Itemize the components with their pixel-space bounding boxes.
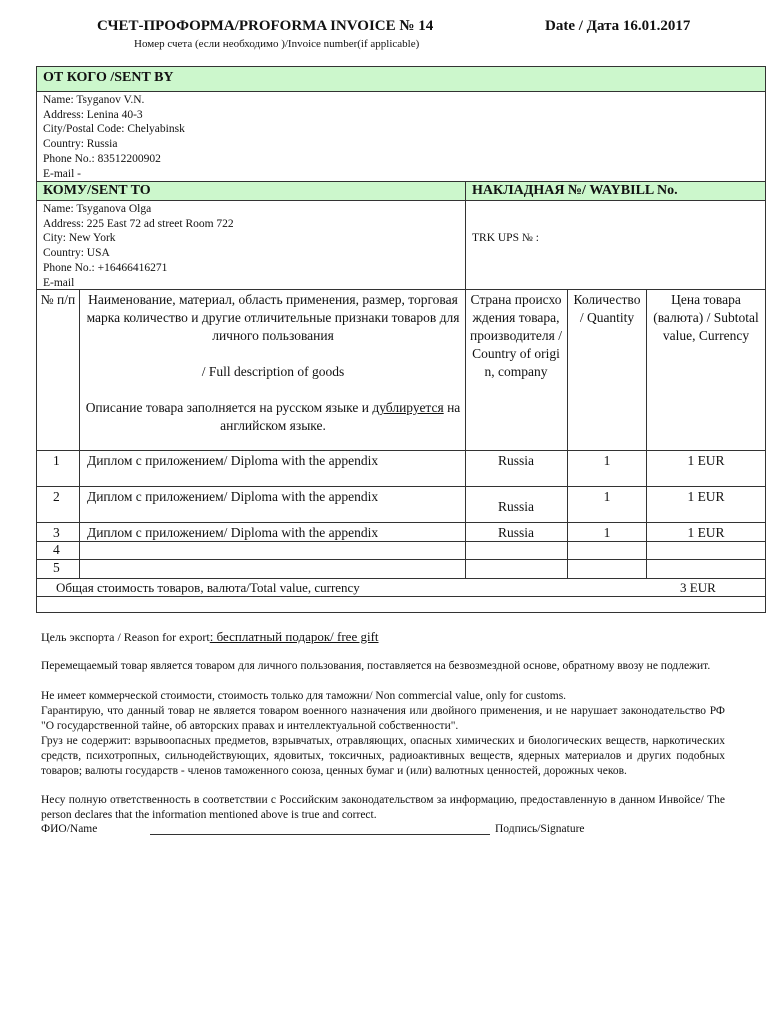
header-desc-note-pre: Описание товара заполняется на русском языке и (85, 400, 373, 415)
signature-label: Подпись/Signature (495, 823, 585, 835)
row-line (36, 541, 766, 542)
sender-line: Country: Russia (43, 138, 118, 151)
waybill-title: НАКЛАДНАЯ №/ WAYBILL No. (472, 183, 678, 198)
row-quantity: 1 (603, 489, 611, 504)
row-country: Russia (497, 499, 534, 514)
row-line (36, 596, 766, 597)
header-country: Страна происхождения товара, производителя / Country of origin, company (470, 292, 562, 379)
header-description (84, 291, 462, 435)
row-num: 2 (53, 489, 60, 504)
export-reason-label: Цель экспорта / Reason for export (41, 630, 210, 644)
sender-line: City/Postal Code: Chelyabinsk (43, 123, 185, 136)
declaration-cargo: Груз не содержит: взрывоопасных предметов, взрывчатых, отравляющих, опасных химических и биологических веществ, наркотических средств, психотропных, сильнодействующих, ядовитых, токсичных, радиоактивных веществ, ядерных материалов и других подобных товаров; валюты государств - членов таможенного союза, ценных бумаг и (или) валютных ценностей, дорожных чеков. (41, 735, 725, 777)
row-country: Russia (497, 525, 534, 540)
total-label: Общая стоимость товаров, валюта/Total value, currency (56, 580, 360, 595)
header-price: Цена товара (валюта) / Subtotal value, Currency (653, 292, 759, 343)
col-line (79, 289, 80, 579)
recipient-title: КОМУ/SENT TO (43, 183, 151, 198)
recipient-line: Country: USA (43, 247, 110, 260)
row-num: 3 (53, 525, 60, 540)
header-desc-en: / Full description of goods (201, 364, 345, 379)
row-num: 4 (53, 542, 60, 557)
declaration-personal-use: Перемещаемый товар является товаром для личного пользования, поставляется на безвозмездной основе, обратному ввозу не подлежит. (41, 660, 711, 672)
invoice-title: СЧЕТ-ПРОФОРМА/PROFORMA INVOICE № 14 (97, 18, 434, 34)
header-desc-note (84, 399, 462, 435)
row-line (36, 486, 766, 487)
row-price: 1 EUR (687, 489, 725, 504)
invoice-date: Date / Дата 16.01.2017 (545, 18, 691, 34)
sender-line: Name: Tsyganov V.N. (43, 94, 145, 106)
row-num: 1 (53, 453, 60, 468)
header-desc-note-underlined: дублируется (372, 400, 444, 415)
row-num: 5 (53, 560, 60, 575)
sender-line: Address: Lenina 40-3 (43, 108, 143, 121)
name-signature-line (150, 834, 490, 835)
header-num: № п/п (40, 292, 76, 307)
sender-line: E-mail - (43, 167, 81, 180)
export-reason (41, 629, 379, 645)
row-line (36, 522, 766, 523)
row-line (36, 578, 766, 579)
recipient-header (36, 181, 766, 201)
declaration-guarantee: Гарантирую, что данный товар не является товаром военного назначения или двойного применения, и не нарушает законодательство РФ "О государственной тайне, об авторских правах и интеллектуальной собственности". (41, 705, 725, 732)
recipient-block (36, 200, 766, 290)
row-price: 1 EUR (687, 525, 725, 540)
recipient-line: E-mail (43, 276, 75, 289)
sender-header (36, 66, 766, 92)
recipient-line: Phone No.: +16466416271 (43, 261, 168, 274)
recipient-details (43, 202, 234, 290)
row-description: Диплом с приложением/ Diploma with the appendix (87, 453, 379, 468)
export-reason-value: : бесплатный подарок/ free gift (209, 629, 379, 644)
row-price: 1 EUR (687, 453, 725, 468)
total-value: 3 EUR (680, 580, 716, 595)
row-line (36, 559, 766, 560)
trk-label: TRK UPS № : (472, 232, 539, 244)
sender-line: Phone No.: 83512200902 (43, 152, 161, 165)
name-label: ФИО/Name (41, 823, 98, 835)
row-description: Диплом с приложением/ Diploma with the appendix (87, 489, 379, 504)
row-country: Russia (497, 453, 534, 468)
sender-details (43, 93, 185, 181)
sender-block (36, 91, 766, 182)
row-line (36, 450, 766, 451)
recipient-line: City: New York (43, 232, 116, 245)
recipient-line: Address: 225 East 72 ad street Room 722 (43, 217, 234, 230)
row-quantity: 1 (603, 453, 611, 468)
recipient-line: Name: Tsyganova Olga (43, 203, 152, 215)
declaration-responsibility: Несу полную ответственность в соответствии с Российским законодательством за информацию, предоставленную в данном Инвойсе/ The person declares that the information mentioned above is true and correct. (41, 794, 725, 821)
header-desc-note-post: на английском языке. (220, 400, 461, 433)
invoice-number-note: Номер счета (если необходимо )/Invoice number(if applicable) (134, 38, 420, 50)
row-quantity: 1 (603, 525, 611, 540)
row-description: Диплом с приложением/ Diploma with the appendix (87, 525, 379, 540)
header-desc-ru: Наименование, материал, область применения, размер, торговая марка количество и другие отличительные признаки товаров для личного пользования (86, 292, 460, 343)
sender-title: ОТ КОГО /SENT BY (43, 70, 174, 85)
header-quantity: Количество / Quantity (573, 292, 641, 325)
declaration-non-commercial: Не имеет коммерческой стоимости, стоимость только для таможни/ Non commercial value, only for customs. (41, 690, 567, 702)
